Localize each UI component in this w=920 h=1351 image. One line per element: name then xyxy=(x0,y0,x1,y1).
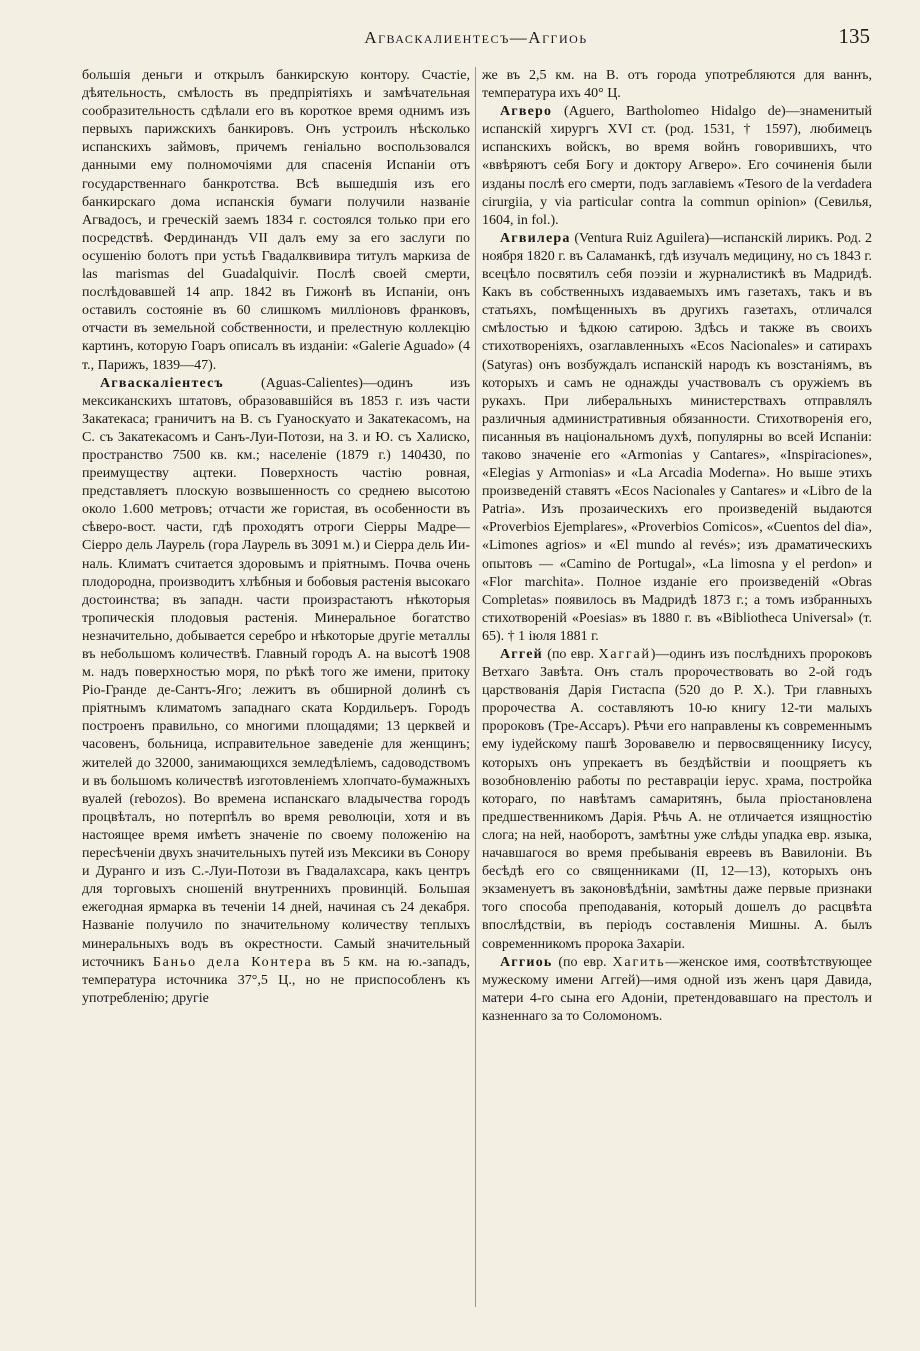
headword-aguero: Агверо xyxy=(500,104,553,120)
article-text-end: въ 5 км. на ю.-западъ, температура источника 37°,5 Ц., но не приспособленъ къ употребленію; другіе xyxy=(82,954,470,1006)
page-number: 135 xyxy=(838,24,870,48)
article-aguilera xyxy=(482,230,872,646)
article-text: (по евр. xyxy=(547,647,595,662)
article-continuation: большія деньги и открылъ банкирскую контору. Счастіе, дѣятельность, смѣлость въ предпріятіяхъ и замѣчательная сообразительность сдѣлали его въ короткое время однимъ изъ первыхъ парижскихъ банкировъ. Онъ устроилъ нѣсколько испанскихъ займовъ, причемъ геніально воспользовался данными ему полномочіями для спасенія Испаніи отъ государственнаго банкротства. Всѣ вышедшія изъ его банкирскаго дома испанскія бумаги получили названіе Агвадосъ, и греческій заемъ 1834 г. состоялся только при его посредствѣ. Фердинандъ VII далъ ему за его заслуги по осушенію болотъ при устьѣ Гвадалквивира титулъ маркиза de las marismas del Guadalquivir. Послѣ своей смерти, послѣдовавшей 14 апр. 1842 въ Гижонѣ въ Испаніи, онъ оставилъ состояніе въ 60 слишкомъ милліоновъ франковъ, отчасти въ земельной собственности, и прелестную коллекцію картинъ, которую Гоаръ описалъ въ изданіи: «Galerie Aguado» (4 т., Парижъ, 1839—47). xyxy=(82,68,470,373)
spaced-term: Хагить xyxy=(612,954,666,970)
page-header xyxy=(82,24,870,54)
article-text: (Aguero, Bartholomeo Hidalgo de)—знаменитый испанскій хирургъ XVI ст. (род. 1531, † 1597), любимецъ испанскихъ войскъ, во время войнъ говорившихъ, что «ввѣряютъ себя Богу и доктору Агверо». Его сочиненія были изданы послѣ его смерти, подъ заглавіемъ «Tesoro de la verdadera cirurgiia, y via particular contra la commun opinion» (Севилья, 1604, in fol.). xyxy=(482,104,872,228)
headword-aggei: Аггей xyxy=(500,647,543,662)
headword-aggith: Аггиоь xyxy=(500,954,553,970)
spaced-term: Баньо дела Контера xyxy=(152,954,313,970)
spaced-term: Хаггай xyxy=(598,647,651,662)
article-aguero xyxy=(482,103,872,230)
article-text: (Ventura Ruiz Aguilera)—испанскій лирикъ. Род. 2 ноября 1820 г. въ Саламанкѣ, гдѣ изучалъ медицину, но съ 1843 г. всецѣло посвятилъ себя поэзіи и журналистикѣ въ Мадридѣ. Какъ въ собственныхъ издаваемыхъ имъ газетахъ, такъ и въ статьяхъ, помѣщенныхъ въ другихъ газетахъ, отличался смѣлостью и ѣдкою сатирою. Здѣсь и также въ своихъ стихотвореніяхъ, озаглавленныхъ «Ecos Nacionales» и сатирахъ (Satyras) онъ возбуждалъ испанскій народъ къ возстаніямъ, въ которыхъ и самъ не однажды участвовалъ съ оружіемъ въ рукахъ. При либеральныхъ министерствахъ отправлялъ различныя административныя обязанности. Стихотворенія его, писанныя въ національномъ духѣ, популярны во всей Испаніи: таково значеніе его «Armonias y Cantares», «Inspiraciones», «Elegias y Armonias» и «La Arcadia Moderna». Но выше этихъ произведеній ставятъ «Ecos Nacionales y Cantares» и «Libro de la Patria». Изъ прозаическихъ его произведеній выдаются «Proverbios Ejemplares», «Proverbios Comicos», «Cuentos del dia», «Limones agrios» и «El mundo al revés»; изъ драматическихъ опытовъ — «Camino de Portugal», «La limosna y el perdon» и «Flor marchita». Полное изданіе его произведеній «Obras Completas» появилось въ Мадридѣ 1873 г.; а томъ избранныхъ стихотвореній «Poesias» въ 1880 г. въ «Bibliotheca Universal» (т. 65). † 1 іюля 1881 г. xyxy=(482,230,872,644)
article-continuation-right: же въ 2,5 км. на В. отъ города употребляются для ваннъ, температура ихъ 40° Ц. xyxy=(482,68,872,102)
left-column xyxy=(82,67,470,1307)
column-divider xyxy=(475,67,476,1307)
article-text-rest: —женское имя, соотвѣтствующее мужескому имени Аггей)—имя одной изъ женъ царя Давида, матери 4-го сына его Адоніи, претендовавшаго на престолъ и казненнаго за то Соломономъ. xyxy=(482,954,872,1024)
article-aggei xyxy=(482,646,872,954)
article-aguascalientes xyxy=(82,375,470,1008)
headword-aguilera: Агвилера xyxy=(500,230,571,246)
article-text-rest: )—одинъ изъ послѣднихъ пророковъ Ветхаго Завѣта. Онъ сталъ пророчествовать во 2-ой годъ царствованія Дарія Гистаспа (520 до Р. Х.). Три главныхъ пророчества А. составляютъ 10-ю книгу 12-ти малыхъ пророковъ (Тре-Ассаръ). Рѣчи его направлены къ современнымъ ему іудейскому пашѣ Зоровавелю и первосвященнику Іисусу, которыхъ онъ упрекаетъ въ бездѣйствіи и поощряетъ къ возобновленію работы по реставраціи іерус. храма, постройка котораго, по навѣтамъ самаритянъ, была пріостановлена предшественникомъ Дарія. Рѣчь А. не отличается изящностію слога; на ней, наоборотъ, замѣтны уже слѣды упадка евр. языка, начавшагося во время пребыванія евреевъ въ Вавилоніи. Въ бесѣдѣ его со священниками (II, 12—13), которыхъ онъ экзаменуетъ въ законовѣдѣніи, замѣтны даже первые признаки того способа преподаванія, который дошелъ до расцвѣта впослѣдствіи, въ періодъ составленія Мишны. А. былъ современникомъ пророка Захаріи. xyxy=(482,647,872,952)
headword-aguascalientes: Агваскаліентесъ xyxy=(100,375,224,391)
running-title: Агваскалиентесъ—Аггиоь xyxy=(364,28,588,47)
article-aggith xyxy=(482,954,872,1026)
article-text: (по евр. xyxy=(558,954,607,970)
right-column xyxy=(482,67,872,1307)
article-text: (Aguas-Calientes)—одинъ изъ мексиканскихъ штатовъ, образовавшійся въ 1853 г. изъ части Закатекаса; граничитъ на В. съ Гуаноскуато и Закатекасомъ, на С. съ Закатекасомъ и Санъ-Луи-Потози, на З. и Ю. съ Халиско, пространство 7500 кв. км.; населеніе (1879 г.) 140430, по преимуществу ацтеки. Поверхность частію ровная, представляетъ плоскую возвышенность со среднею высотою около 1.600 метровъ; отчасти же гористая, въ особенности въ сѣверо-вост. части, гдѣ проходятъ отроги Сіерры Мадре—Сіерро дель Лаурель (гора Лаурель въ 3091 м.) и Сіерра дель Ии-наль. Климатъ считается здоровымъ и пріятнымъ. Почва очень плодородна, производитъ хлѣбныя и бобовыя растенія высокаго достоинства; въ западн. части произрастаютъ нѣкоторыя тропическія плодовыя растенія. Минеральное богатство незначительно, добывается серебро и нѣкоторые другіе металлы въ небольшомъ количествѣ. Главный городъ А. на высотѣ 1908 м. надъ поверхностью моря, по рѣкѣ того же имени, притоку Ріо-Гранде де-Сантъ-Яго; лежитъ въ обширной долинѣ съ пріятнымъ климатомъ западнаго ската Кордильеръ. Городъ построенъ правильно, со многими площадями; 13 церквей и часовенъ, больница, исправительное заведеніе для женщинъ; жителей до 32000, занимающихся земледѣліемъ, садоводствомъ и въ большомъ количествѣ изготовленіемъ хлопчато-бумажныхъ вуалей (rebozos). Во времена испанскаго владычества городъ процвѣталъ, но потерпѣлъ во время революціи, хотя и въ настоящее время имѣетъ значеніе по своему положенію на пересѣченіи двухъ значительныхъ путей изъ Мексики въ Сонору и Дуранго и изъ С.-Луи-Потози въ Гвадалахсара, какъ центръ для торговыхъ сношеній внутреннихъ провинцій. Большая ежегодная ярмарка въ теченіи 14 дней, начиная съ 24 декабря. Названіе получило по значительному количеству теплыхъ минеральныхъ водъ въ окрестности. Самый значительный источникъ xyxy=(82,375,470,970)
